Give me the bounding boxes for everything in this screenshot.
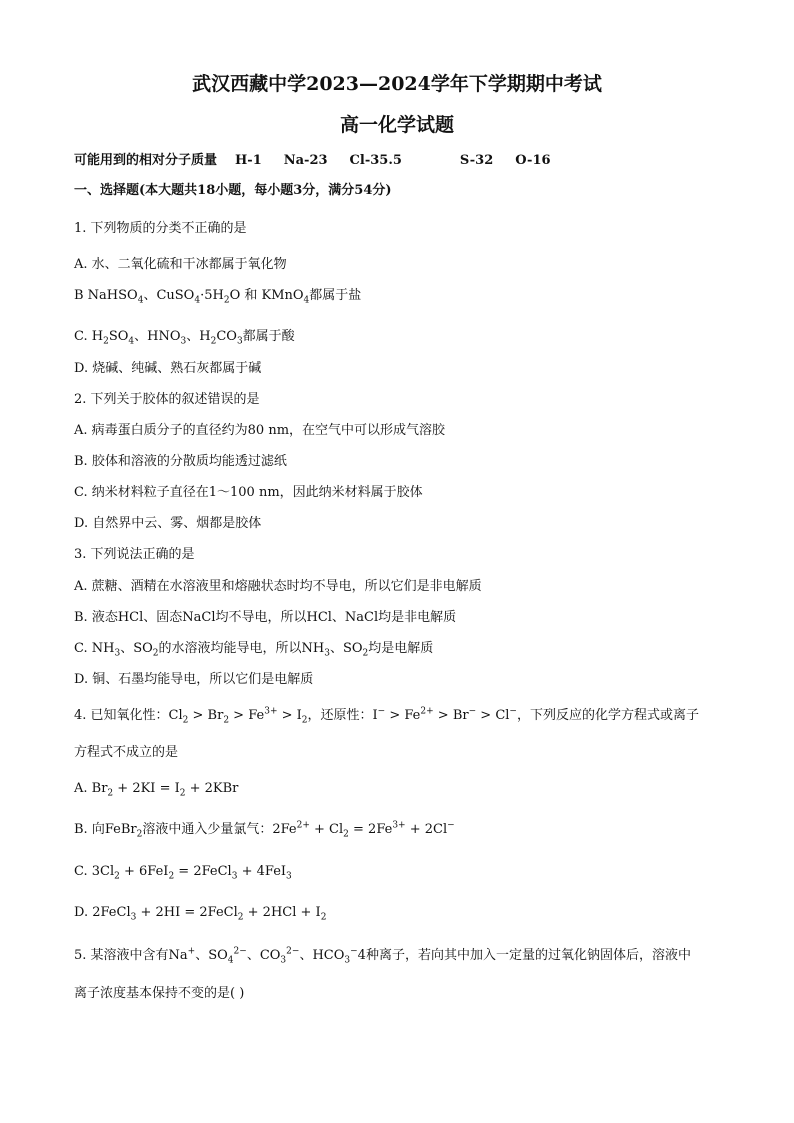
- question-4-option-a: A. $Br_2 + 2KI = I_2 + 2KBr$: [74, 781, 239, 799]
- mass-cl: Cl-35.5: [349, 153, 402, 168]
- question-1-option-b: B NaHSO$_4$、$CuSO_4\cdot 5H_2O$ 和 KMnO$_4$都属于盐: [74, 288, 362, 306]
- question-3-option-b: B. 液态HCl、固态NaCl均不导电，所以HCl、NaCl均是非电解质: [74, 610, 457, 625]
- question-4-stem-line-1: 4. 已知氧化性：$Cl_2 > Br_2 > Fe^{3+} > I_2$，还原性：$I^- > Fe^{2+} > Br^- > Cl^-$，下列反应的化学方程式或离子: [74, 706, 699, 726]
- question-3-option-a: A. 蔗糖、酒精在水溶液里和熔融状态时均不导电，所以它们是非电解质: [74, 579, 482, 594]
- mass-na: Na-23: [283, 153, 328, 168]
- mass-o: O-16: [515, 153, 551, 168]
- subject-title: 高一化学试题: [339, 114, 454, 136]
- question-3-option-c: C. $NH_3$、$SO_2$的水溶液均能导电，所以$NH_3$、$SO_2$均是电解质: [74, 641, 434, 659]
- question-2-option-c: C. 纳米材料粒子直径在1～100 nm，因此纳米材料属于胶体: [74, 485, 423, 500]
- question-2-option-b: B. 胶体和溶液的分散质均能透过滤纸: [74, 454, 287, 469]
- masses-label: 可能用到的相对分子质量: [74, 153, 218, 168]
- question-2-option-a: A. 病毒蛋白质分子的直径约为80 nm，在空气中可以形成气溶胶: [74, 423, 446, 438]
- question-1-option-d: D. 烧碱、纯碱、熟石灰都属于碱: [74, 361, 262, 376]
- question-4-stem-line-2: 方程式不成立的是: [74, 745, 179, 760]
- mass-h: H-1: [235, 153, 262, 168]
- question-1-stem: 1. 下列物质的分类不正确的是: [74, 221, 247, 236]
- question-4-option-b: B. 向FeBr$_2$溶液中通入少量氯气：$2Fe^{2+} + Cl_2 = 2Fe^{3+} + 2Cl^-$: [74, 820, 455, 840]
- question-5-stem-line-1: 5. 某溶液中含有Na+、$SO_4^{2-}$、$CO_3^{2-}$、$HCO_3^-4$种离子，若向其中加入一定量的过氧化钠固体后，溶液中: [74, 946, 691, 966]
- question-2-stem: 2. 下列关于胶体的叙述错误的是: [74, 392, 260, 407]
- question-3-option-d: D. 铜、石墨均能导电，所以它们是电解质: [74, 672, 314, 687]
- question-1-option-a: A. 水、二氧化硫和干冰都属于氧化物: [74, 257, 287, 272]
- question-1-option-c: C. $H_2SO_4$、$HNO_3$、$H_2CO_3$都属于酸: [74, 329, 295, 347]
- question-5-stem-line-2: 离子浓度基本保持不变的是( ): [74, 986, 245, 1001]
- relative-masses: [74, 153, 551, 169]
- question-2-option-d: D. 自然界中云、雾、烟都是胶体: [74, 516, 262, 531]
- section-heading: 一、选择题(本大题共18小题，每小题3分，满分54分): [74, 183, 392, 198]
- exam-title: 武汉西藏中学2023—2024学年下学期期中考试: [192, 73, 602, 95]
- question-4-option-d: D. 2FeCl$_3$ + 2HI = 2FeCl$_2$ + $2HCl + I_2$: [74, 905, 327, 923]
- question-4-option-c: C. $3Cl_2 + 6FeI_2$ = 2FeCl$_3$ + 4FeI$_3$: [74, 864, 292, 882]
- question-3-stem: 3. 下列说法正确的是: [74, 547, 195, 562]
- mass-s: S-32: [459, 153, 494, 168]
